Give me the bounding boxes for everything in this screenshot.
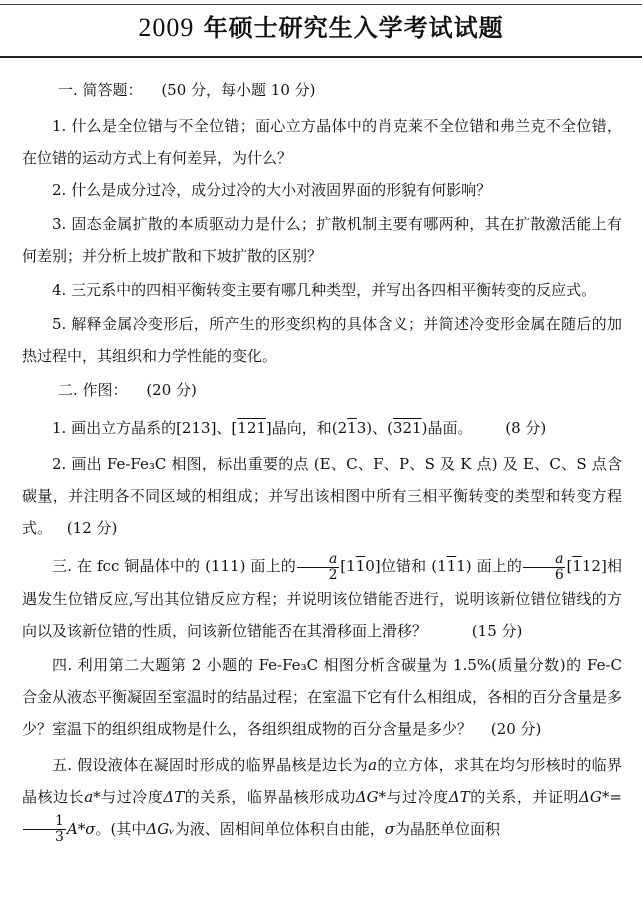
question-1-1: 1. 什么是全位错与不全位错；面心立方晶体中的肖克莱不全位错和弗兰克不全位错，在位错的运动方式上有何差异，为什么？ (22, 117, 622, 167)
question-5: 五. 假设液体在凝固时形成的临界晶核是边长为a的立方体，求其在均匀形核时的临界晶核边长a*与过冷度ΔT的关系，临界晶核形成功ΔG*与过冷度ΔT的关系，并证明ΔG*= $\frac{1}{3}$ A*σ。(其中ΔGᵥ为液、固相间单位体积自由能，σ为晶胚单位面积 (22, 755, 622, 845)
section-1-heading: 一. 简答题： (50 分，每小题 10 分) (58, 81, 316, 99)
question-1-2: 2. 什么是成分过冷，成分过冷的大小对液固界面的形貌有何影响？ (52, 181, 492, 199)
exam-year: 2009 (138, 13, 195, 42)
fraction-a-over-2: $\frac{a}{2}$ (297, 552, 339, 583)
question-1-4: 4. 三元系中的四相平衡转变主要有哪几种类型，并写出各四相平衡转变的反应式。 (52, 281, 597, 299)
exam-body (22, 70, 622, 845)
section-2-heading: 二. 作图： (20 分) (58, 381, 197, 399)
page-title (0, 8, 642, 43)
header-rule (0, 56, 642, 58)
question-1-3: 3. 固态金属扩散的本质驱动力是什么；扩散机制主要有哪两种，其在扩散激活能上有何差别；并分析上坡扩散和下坡扩散的区别？ (22, 215, 622, 265)
question-2-1: 1. 画出立方晶系的[213]、[121]晶向，和(213)、(321)晶面。 (8 分) (52, 419, 547, 437)
question-3: 三. 在 fcc 铜晶体中的 (111) 面上的 $\frac{a}{2}$ [110]位错和 (111) 面上的 $\frac{a}{6}$ [112]相遇发生位错反应,写出其位错反应方程；并说明该位错能否进行，说明该新位错位错线的方向以及该新位错的性质，问该新位错能否在其滑移面上滑移？ (15 分) (22, 550, 622, 640)
exam-title: 年硕士研究生入学考试试题 (203, 13, 504, 42)
question-1-5: 5. 解释金属冷变形后，所产生的形变织构的具体含义；并简述冷变形金属在随后的加热过程中，其组织和力学性能的变化。 (22, 315, 622, 365)
fraction-a-over-6: $\frac{a}{6}$ (523, 552, 565, 583)
question-2-2: 2. 画出 Fe-Fe₃C 相图，标出重要的点 (E、C、F、P、S 及 K 点) 及 E、C、S 点含碳量，并注明各不同区域的相组成；并写出该相图中所有三相平衡转变的类型和转变方程式。 (12 分) (22, 455, 622, 537)
question-4: 四. 利用第二大题第 2 小题的 Fe-Fe₃C 相图分析含碳量为 1.5%(质量分数)的 Fe-C 合金从液态平衡凝固至室温时的结晶过程；在室温下它有什么相组成，各相的百分含量是多少？室温下的组织组成物是什么，各组织组成物的百分含量是多少？ (20 分) (22, 655, 623, 738)
top-rule (0, 4, 642, 5)
fraction-one-third: $\frac{1}{3}$ (23, 814, 66, 845)
plane-bar: 321 (392, 419, 422, 437)
direction-bar: 121 (237, 419, 266, 437)
